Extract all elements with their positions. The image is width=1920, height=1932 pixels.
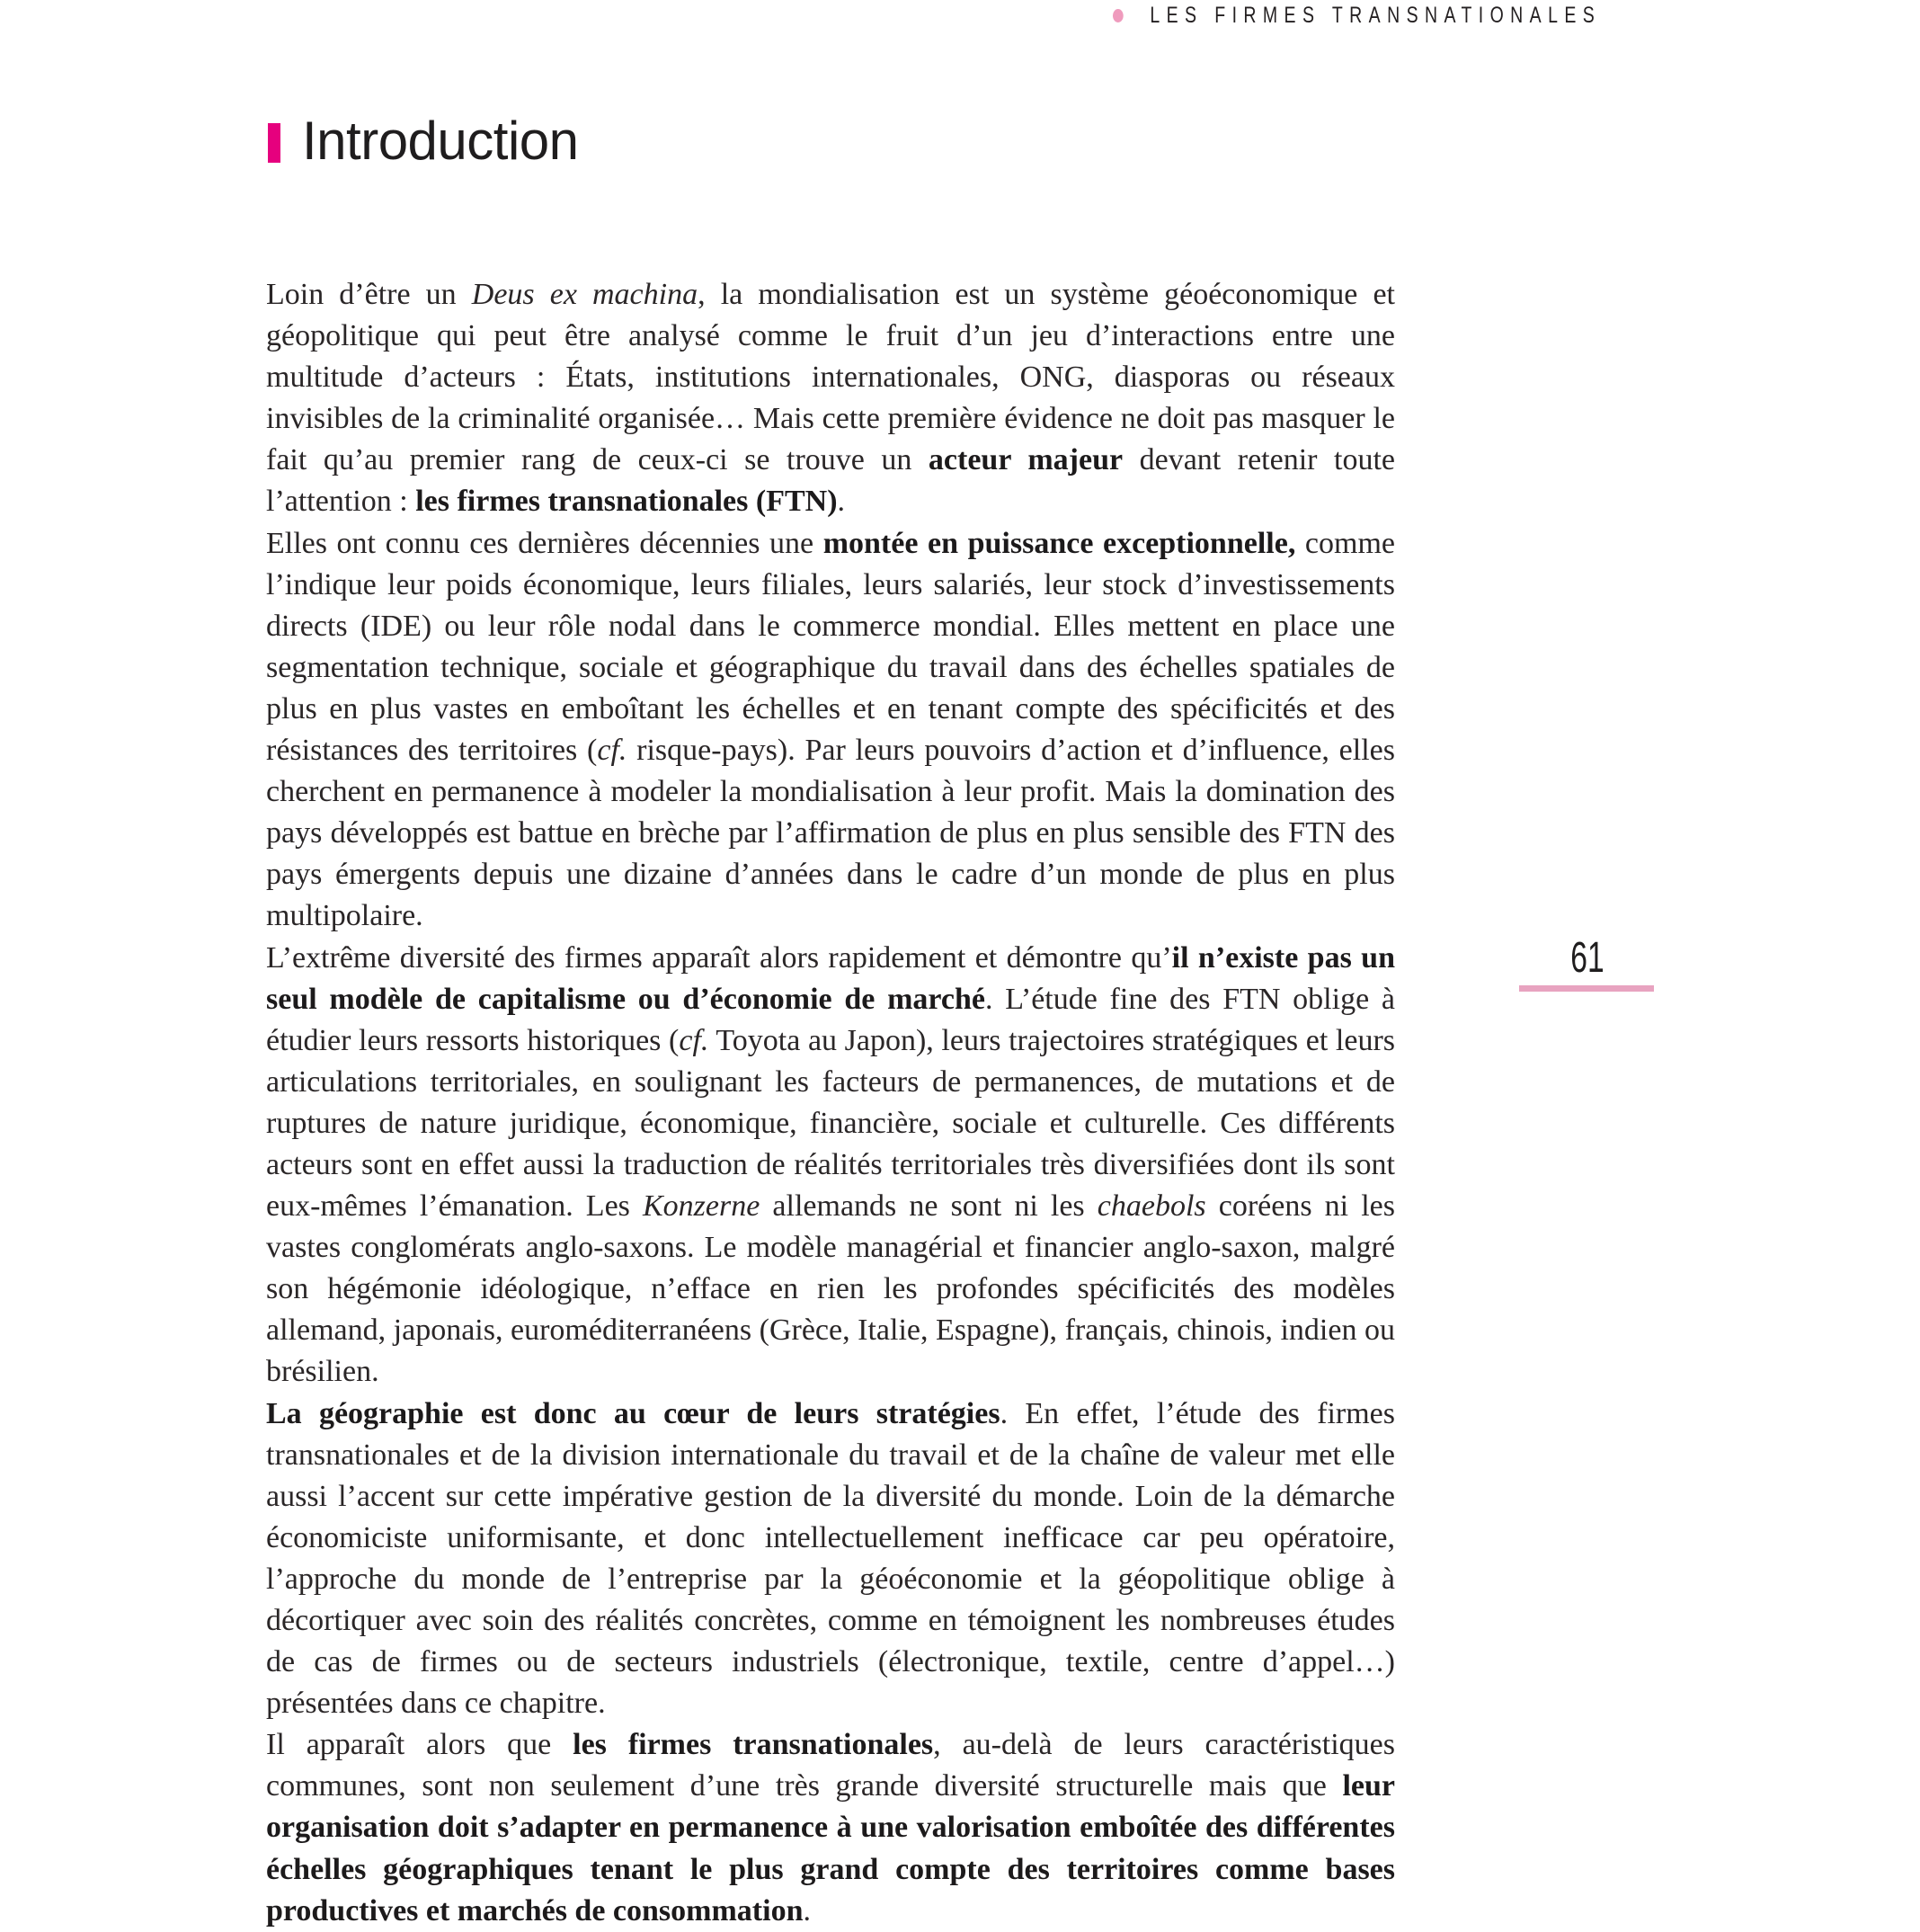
- running-head-text: LES FIRMES TRANSNATIONALES: [1150, 2, 1602, 28]
- italic-text: cf.: [597, 734, 627, 768]
- text-run: , au-delà de leurs caractéristiques communes, sont non seulement d’une très grande diversité structurelle mais que: [266, 1728, 1395, 1803]
- bold-text: La géographie est donc au cœur de leurs stratégies: [266, 1396, 1000, 1430]
- page-number-rule: [1519, 985, 1654, 992]
- text-run: .: [837, 485, 846, 519]
- running-head: [1113, 0, 1601, 31]
- body-text: [266, 274, 1395, 1932]
- text-run: Loin d’être un: [266, 278, 472, 311]
- paragraph: [266, 274, 1395, 523]
- text-run: , la mondialisation est un système géoéconomique et géopolitique qui peut être analysé comme le fruit d’un jeu d’interactions entre une multitude d’acteurs : États, institutions internationales, ONG, diasporas ou réseaux invisibles de la criminalité organisée… Mais cette première évidence ne doit pas masquer le fait qu’au premier rang de ceux-ci se trouve un: [266, 278, 1395, 477]
- paragraph: [266, 1393, 1395, 1725]
- paragraph: [266, 1724, 1395, 1931]
- italic-text: cf.: [679, 1023, 709, 1057]
- bold-text: montée en puissance exceptionnelle,: [822, 526, 1296, 560]
- bold-text: les firmes transnationales (FTN): [415, 485, 838, 519]
- text-run: .: [803, 1893, 811, 1928]
- text-run: allemands ne sont ni les: [760, 1189, 1098, 1224]
- italic-text: Konzerne: [643, 1189, 760, 1224]
- text-run: . En effet, l’étude des firmes transnationales et de la division internationale du travail et de la chaîne de valeur met elle aussi l’accent sur cette impérative gestion de la diversité du monde. Loin de la démarche économiciste uniformisante, et donc intellectuellement inefficace car peu opératoire, l’approche du monde de l’entreprise par la géoéconomie et la géopolitique oblige à décortiquer avec soin des réalités concrètes, comme en témoignent les nombreuses études de cas de firmes ou de secteurs industriels (électronique, textile, centre d’appel…) présentées dans ce chapitre.: [266, 1396, 1395, 1721]
- section-title-text: Introduction: [302, 111, 579, 171]
- text-run: coréens ni les vastes conglomérats anglo-saxons. Le modèle managérial et financier anglo-saxon, malgré son hégémonie idéologique, n’efface en rien les profondes spécificités des modèles allemand, japonais, euroméditerranéens (Grèce, Italie, Espagne), français, chinois, indien ou brésilien.: [266, 1189, 1395, 1389]
- bold-text: acteur majeur: [928, 443, 1124, 477]
- text-run: L’extrême diversité des firmes apparaît alors rapidement et démontre qu’: [266, 940, 1172, 975]
- text-run: Elles ont connu ces dernières décennies une: [266, 526, 823, 560]
- bold-text: il n’existe pas un seul modèle de capitalisme ou d’économie de marché: [266, 940, 1395, 1016]
- section-title: [268, 110, 579, 172]
- italic-text: Deus ex machina: [471, 278, 698, 311]
- bullet-dot-icon: [1113, 9, 1124, 22]
- text-run: Il apparaît alors que: [266, 1728, 573, 1762]
- text-run: risque-pays). Par leurs pouvoirs d’action et d’influence, elles cherchent en permanence à modeler la mondialisation à leur profit. Mais la domination des pays développés est battue en brèche par l’affirmation de plus en plus sensible des FTN des pays émergents depuis une dizaine d’années dans le cadre d’un monde de plus en plus multipolaire.: [266, 734, 1395, 933]
- text-run: . L’étude fine des FTN oblige à étudier leurs ressorts historiques (: [266, 982, 1395, 1057]
- title-accent-bar-icon: [268, 123, 280, 163]
- italic-text: chaebols: [1097, 1189, 1206, 1224]
- text-run: Toyota au Japon), leurs trajectoires stratégiques et leurs articulations territoriales, en soulignant les facteurs de permanences, de mutations et de ruptures de nature juridique, économique, financière, sociale et culturelle. Ces différents acteurs sont en effet aussi la traduction de réalités territoriales très diversifiées dont ils sont eux-mêmes l’émanation. Les: [266, 1023, 1395, 1224]
- paragraph: [266, 523, 1395, 938]
- text-run: devant retenir toute l’attention :: [266, 443, 1395, 519]
- text-run: comme l’indique leur poids économique, leurs filiales, leurs salariés, leur stock d’investissements directs (IDE) ou leur rôle nodal dans le commerce mondial. Elles mettent en place une segmentation technique, sociale et géographique du travail dans des échelles spatiales de plus en plus vastes en emboîtant les échelles et en tenant compte des spécificités et des résistances des territoires (: [266, 526, 1395, 768]
- bold-text: les firmes transnationales: [573, 1728, 934, 1762]
- page-number: 61: [1570, 934, 1604, 982]
- paragraph: [266, 938, 1395, 1393]
- bold-text: leur organisation doit s’adapter en permanence à une valorisation emboîtée des différentes échelles géographiques tenant le plus grand compte des territoires comme bases productives et marchés de consommation: [266, 1769, 1395, 1928]
